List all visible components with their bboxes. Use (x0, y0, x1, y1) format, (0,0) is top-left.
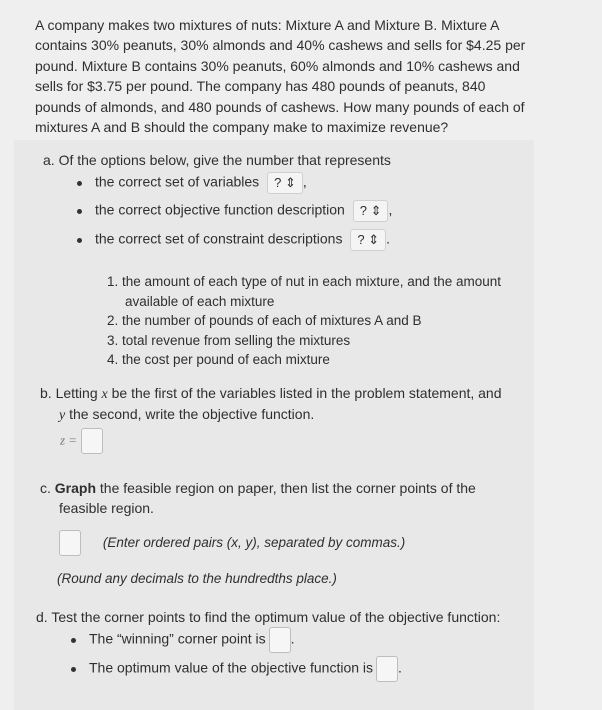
bullet-icon (77, 181, 82, 186)
part-label: a. (43, 152, 55, 168)
text: Letting (55, 385, 98, 401)
option-text: the cost per pound of each mixture (122, 352, 330, 367)
chevron-updown-icon: ⇕ (368, 232, 380, 247)
bullet-icon (77, 238, 82, 243)
option-num: 4. (107, 352, 119, 367)
round-note: (Round any decimals to the hundredths place.) (57, 571, 337, 586)
option-text: the number of pounds of each of mixtures A and B (122, 313, 422, 328)
option-num: 1. (107, 274, 119, 289)
winning-point-row (71, 627, 295, 653)
optimum-value-row (71, 656, 402, 682)
constraints-select[interactable] (350, 229, 386, 251)
part-b-prompt (40, 384, 502, 425)
punct: . (398, 659, 402, 676)
objective-row (60, 428, 103, 454)
bullet-icon (71, 638, 76, 643)
select-value: ? (274, 175, 282, 190)
variables-select[interactable] (267, 172, 303, 194)
text: Test the corner points to find the optimum value of the objective function: (51, 609, 501, 625)
var-x: x (101, 387, 108, 402)
select-value: ? (359, 203, 367, 218)
bullet-text: the correct set of variables (95, 173, 260, 190)
options-list (107, 272, 501, 370)
var-y: y (59, 407, 66, 423)
punct: . (386, 230, 390, 247)
punct: . (290, 630, 295, 647)
text: be the first of the variables listed in the problem statement, and (111, 385, 502, 401)
text: the feasible region on paper, then list the corner points of the (99, 480, 476, 496)
corner-points-input[interactable] (59, 530, 81, 556)
optimum-value-input[interactable] (376, 656, 398, 682)
option-text: the amount of each type of nut in each mixture, and the amount (122, 274, 502, 289)
text: The “winning” corner point is (89, 630, 266, 647)
part-label: d. (36, 609, 48, 625)
hint-text: (Enter ordered pairs (x, y), separated by commas.) (102, 534, 406, 550)
option-1-cont: available of each mixture (125, 293, 275, 309)
text: The optimum value of the objective function is (89, 659, 374, 676)
part-a-prompt (43, 152, 391, 168)
select-value: ? (357, 232, 365, 247)
part-label: b. (40, 385, 52, 401)
part-c-prompt (40, 479, 476, 518)
corner-points-row (59, 530, 405, 556)
text: feasible region. (59, 499, 154, 516)
bullet-text: the correct objective function description (95, 201, 345, 218)
punct: , (388, 201, 393, 218)
option-num: 2. (107, 313, 119, 328)
bullet-icon (77, 209, 82, 214)
part-label: c. (40, 480, 51, 496)
problem-statement: A company makes two mixtures of nuts: Mixture A and Mixture B. Mixture A contains 30% peanuts, 30% almonds and 40% cashews and sells for $4.25 per pound. Mixture B contains 30% peanuts, 60% almonds and 10% cashews and sells for $3.75 per pound. The company has 480 pounds of peanuts, 840 pounds of almonds, and 480 pounds of cashews. How many pounds of each of mixtures A and B should the company make to maximize revenue? (35, 17, 526, 136)
winning-point-input[interactable] (269, 627, 291, 653)
bullet-constraints (77, 229, 390, 251)
part-d-prompt (36, 609, 500, 625)
objective-select[interactable] (353, 200, 389, 222)
text: the second, write the objective function. (69, 405, 315, 422)
punct: , (302, 173, 307, 190)
objective-function-input[interactable] (81, 428, 103, 454)
option-2 (107, 311, 501, 331)
option-1 (107, 272, 501, 292)
part-prompt: Of the options below, give the number that represents (58, 152, 391, 168)
option-num: 3. (107, 332, 119, 348)
bullet-icon (71, 667, 76, 672)
z-label: z = (60, 432, 78, 448)
option-3 (107, 331, 501, 351)
bold-text: Graph (54, 480, 97, 496)
option-4 (107, 350, 501, 370)
bullet-text: the correct set of constraint descriptions (95, 230, 343, 247)
chevron-updown-icon: ⇕ (370, 203, 382, 218)
bullet-variables (77, 172, 307, 194)
chevron-updown-icon: ⇕ (284, 175, 296, 190)
bullet-objective (77, 200, 392, 222)
option-text: total revenue from selling the mixtures (122, 332, 351, 348)
